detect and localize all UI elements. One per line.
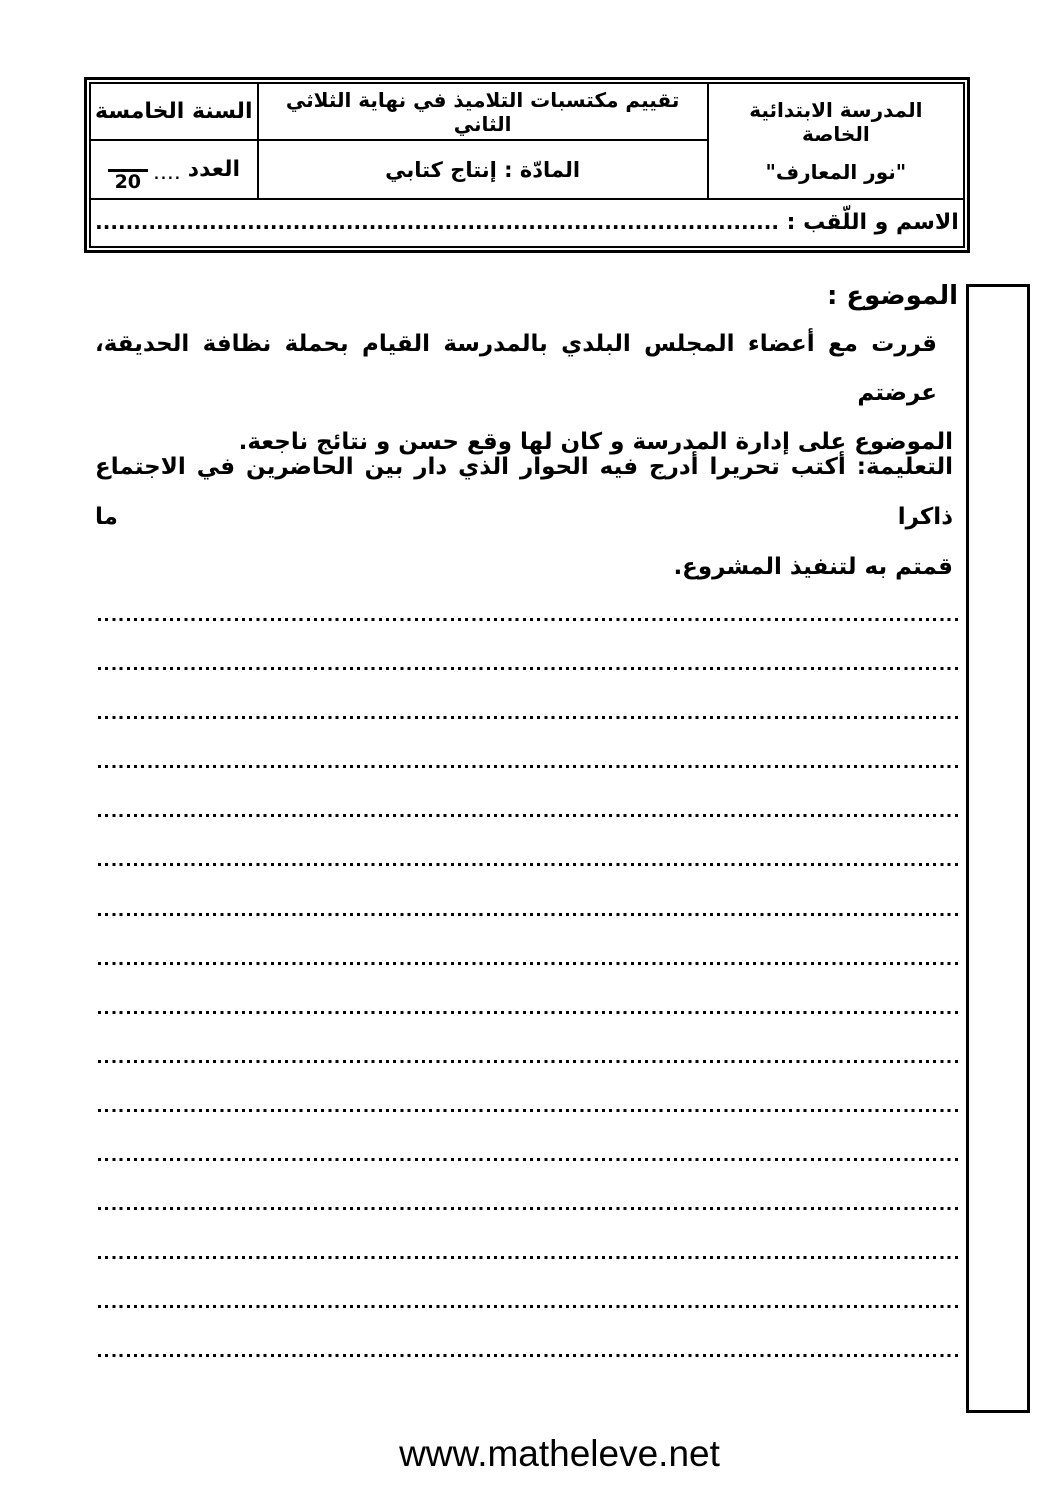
cell-evaluation-title <box>258 83 708 140</box>
writing-line <box>98 667 958 670</box>
writing-line <box>98 618 958 621</box>
writing-lines <box>98 618 958 1357</box>
cell-grade <box>90 140 258 198</box>
cell-subject <box>258 140 708 198</box>
topic-line-2: الموضوع على إدارة المدرسة و كان لها وقع حسن و نتائج ناجعة. <box>238 429 953 455</box>
instruction-text: أكتب تحريرا أدرج فيه الحوار الذي دار بين الحاضرين في الاجتماع ذاكرا ما <box>95 454 953 530</box>
instruction-label: التعليمة: <box>856 454 953 480</box>
instruction-line-1 <box>95 442 953 542</box>
writing-line <box>98 913 958 916</box>
writing-line <box>98 765 958 768</box>
name-label: الاسم و اللّقب : <box>786 210 959 236</box>
name-dots-field: .......................................................................................... <box>95 210 779 235</box>
grade-label: العدد <box>187 157 240 183</box>
writing-line <box>98 814 958 817</box>
footer-url: www.matheleve.net <box>399 1433 720 1474</box>
writing-line <box>98 1060 958 1063</box>
writing-line <box>98 1207 958 1210</box>
side-margin-box <box>966 284 1030 1413</box>
grade-fraction: 20 <box>108 169 148 193</box>
writing-line <box>98 716 958 719</box>
instruction-paragraph <box>95 442 953 592</box>
evaluation-title: تقييم مكتسبات التلاميذ في نهاية الثلاثي الثاني <box>285 87 680 136</box>
writing-line <box>98 1305 958 1308</box>
school-name-line2: "نور المعارف" <box>765 159 907 184</box>
subject-label: المادّة : إنتاج كتابي <box>385 157 581 182</box>
writing-line <box>98 962 958 965</box>
writing-line <box>98 1011 958 1014</box>
writing-line <box>98 1354 958 1357</box>
writing-line <box>98 863 958 866</box>
cell-name-row <box>90 199 964 247</box>
cell-school-year <box>90 83 258 140</box>
writing-line <box>98 1158 958 1161</box>
header-table <box>84 77 970 253</box>
writing-line <box>98 1256 958 1259</box>
cell-school <box>708 83 964 199</box>
school-year-label: السنة الخامسة <box>95 99 253 125</box>
writing-line <box>98 1109 958 1112</box>
school-name-line1: المدرسة الابتدائية الخاصة <box>749 97 923 146</box>
instruction-line-2: قمتم به لتنفيذ المشروع. <box>673 554 953 580</box>
grade-dots: .... <box>154 168 182 184</box>
topic-line-1: قررت مع أعضاء المجلس البلدي بالمدرسة القيام بحملة نظافة الحديقة، عرضتم <box>95 331 937 406</box>
topic-heading: الموضوع : <box>826 281 958 311</box>
